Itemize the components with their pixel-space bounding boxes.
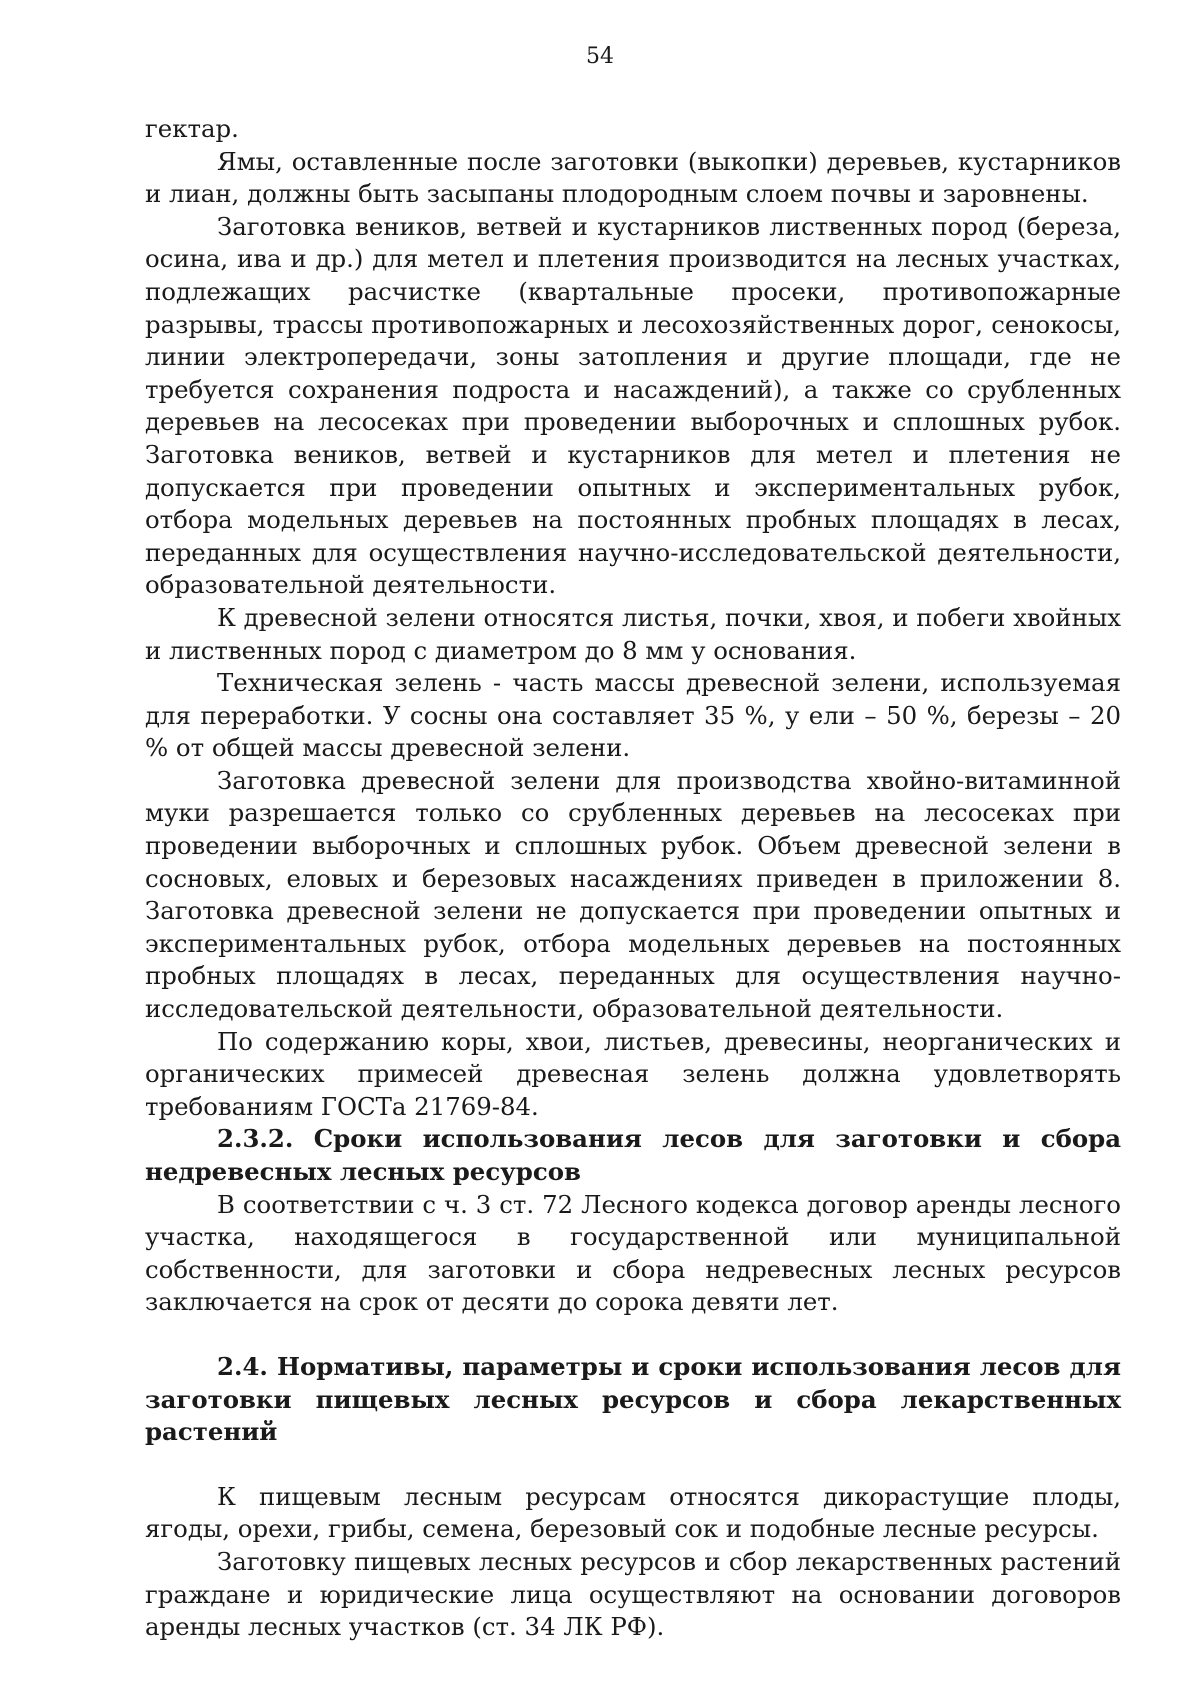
section-heading-2-4: 2.4. Нормативы, параметры и сроки использования лесов для заготовки пищевых лесных ресурсов и сбора лекарственных растений (145, 1351, 1121, 1447)
paragraph-technical-greenery: Техническая зелень - часть массы древесной зелени, используемая для переработки. У сосны она составляет 35 %, у ели – 50 %, березы – 20 % от общей массы древесной зелени. (145, 668, 1121, 763)
paragraph-brooms: Заготовка веников, ветвей и кустарников лиственных пород (береза, осина, ива и др.) для метел и плетения производится на лесных участках, подлежащих расчистке (квартальные просеки, противопожарные разрывы, трассы противопожарных и лесохозяйственных дорог, сенокосы, линии электропередачи, зоны затопления и другие площади, где не требуется сохранения подроста и насаждений), а также со срубленных деревьев на лесосеках при проведении выборочных и сплошных рубок. Заготовка веников, ветвей и кустарников для метел и плетения не допускается при проведении опытных и экспериментальных рубок, отбора модельных деревьев на постоянных пробных площадях в лесах, переданных для осуществления научно-исследовательской деятельности, образовательной деятельности. (145, 211, 1121, 600)
paragraph-lease-term: В соответствии с ч. 3 ст. 72 Лесного кодекса договор аренды лесного участка, находящегося в государственной или муниципальной собственности, для заготовки и сбора недревесных лесных ресурсов заключается на срок от десяти до сорока девяти лет. (145, 1189, 1121, 1317)
paragraph-food-harvest: Заготовку пищевых лесных ресурсов и сбор лекарственных растений граждане и юридические лица осуществляют на основании договоров аренды лесных участков (ст. 34 ЛК РФ). (145, 1546, 1121, 1642)
page-number: 54 (586, 44, 614, 69)
document-body (145, 113, 1121, 1644)
paragraph-food-resources: К пищевым лесным ресурсам относятся дикорастущие плоды, ягоды, орехи, грибы, семена, березовый сок и подобные лесные ресурсы. (145, 1481, 1121, 1544)
section-heading-2-3-2: 2.3.2. Сроки использования лесов для заготовки и сбора недревесных лесных ресурсов (145, 1124, 1121, 1186)
paragraph-pits: Ямы, оставленные после заготовки (выкопки) деревьев, кустарников и лиан, должны быть засыпаны плодородным слоем почвы и заровнены. (145, 146, 1121, 209)
paragraph-wood-greenery: К древесной зелени относятся листья, почки, хвоя, и побеги хвойных и лиственных пород с диаметром до 8 мм у основания. (145, 602, 1121, 665)
paragraph-continuation: гектар. (145, 114, 239, 143)
paragraph-gost: По содержанию коры, хвои, листьев, древесины, неорганических и органических примесей древесная зелень должна удовлетворять требованиям ГОСТа 21769-84. (145, 1026, 1121, 1121)
paragraph-greenery-harvest: Заготовка древесной зелени для производства хвойно-витаминной муки разрешается только со срубленных деревьев на лесосеках при проведении выборочных и сплошных рубок. Объем древесной зелени в сосновых, еловых и березовых насаждениях приведен в приложении 8. Заготовка древесной зелени не допускается при проведении опытных и экспериментальных рубок, отбора модельных деревьев на постоянных пробных площадях в лесах, переданных для осуществления научно-исследовательской деятельности, образовательной деятельности. (145, 765, 1121, 1024)
